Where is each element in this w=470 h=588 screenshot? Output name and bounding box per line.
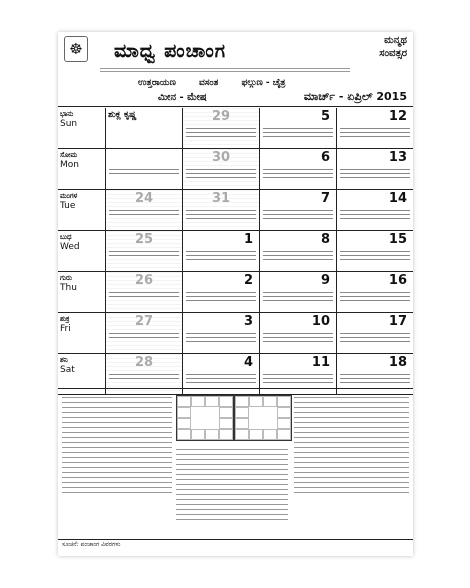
day-en: Sun — [60, 119, 78, 129]
date-number: 29 — [211, 109, 231, 124]
date-number: 30 — [211, 150, 231, 165]
date-number: 8 — [320, 232, 330, 247]
date-number: 25 — [134, 232, 154, 247]
week-row-mon — [58, 149, 413, 190]
graha-chart-1 — [176, 395, 234, 441]
notes-column-left — [62, 393, 172, 497]
date-number: 3 — [243, 314, 253, 329]
week-row-tue — [58, 190, 413, 231]
date-number: 6 — [320, 150, 330, 165]
header-fine-print — [100, 66, 350, 74]
brand — [345, 34, 407, 60]
date-number: 11 — [311, 355, 330, 370]
day-kn: ಬುಧ — [60, 233, 72, 241]
day-label — [58, 272, 106, 312]
date-cell — [183, 149, 260, 189]
date-number: 13 — [388, 150, 407, 165]
day-kn: ಶುಕ್ರ — [60, 315, 70, 323]
day-label — [58, 231, 106, 271]
date-cell — [260, 231, 337, 271]
ayana-label: ಉತ್ತರಾಯಣ — [138, 78, 176, 88]
date-number: 31 — [211, 191, 231, 206]
footer-note: ಸೂಚನೆ: ಪಂಚಾಂಗ ವಿವರಗಳು — [58, 539, 413, 549]
day-en: Mon — [60, 160, 79, 170]
day-en: Fri — [60, 324, 71, 334]
brand-top: ಮನ್ಮಥ — [384, 35, 407, 46]
week-row-wed — [58, 231, 413, 272]
date-cell — [337, 190, 413, 230]
date-number: 10 — [311, 314, 330, 329]
day-kn: ಗುರು — [60, 274, 72, 282]
day-kn: ಭಾನು — [60, 110, 74, 118]
day-en: Thu — [60, 283, 77, 293]
day-kn: ಮಂಗಳ — [60, 192, 78, 200]
date-cell — [183, 190, 260, 230]
day-label — [58, 149, 106, 189]
date-cell — [337, 272, 413, 312]
graha-chart-2 — [234, 395, 292, 441]
week-row-thu — [58, 272, 413, 313]
date-cell — [106, 149, 183, 189]
day-en: Sat — [60, 365, 75, 375]
day-en: Tue — [60, 201, 76, 211]
notes-column-mid — [176, 445, 288, 524]
day-note: ಶುಕ್ಲ ಕೃಷ್ಣ — [108, 110, 137, 120]
date-cell — [260, 190, 337, 230]
day-label — [58, 190, 106, 230]
calendar-header — [58, 32, 413, 107]
notes-section — [58, 388, 413, 549]
date-cell — [106, 190, 183, 230]
date-number: 26 — [134, 273, 154, 288]
calendar-sheet — [58, 32, 413, 556]
header-row — [138, 78, 305, 88]
date-cell — [337, 231, 413, 271]
deity-logo-icon: ☸ — [64, 36, 88, 62]
date-number: 16 — [388, 273, 407, 288]
date-cell — [260, 313, 337, 353]
date-number: 15 — [388, 232, 407, 247]
date-number: 2 — [243, 273, 253, 288]
day-label — [58, 313, 106, 353]
date-cell — [106, 108, 183, 148]
date-cell — [106, 272, 183, 312]
date-cell — [183, 231, 260, 271]
date-cell — [337, 313, 413, 353]
date-number: 12 — [388, 109, 407, 124]
date-number: 5 — [320, 109, 330, 124]
day-kn: ಸೋಮ — [60, 151, 78, 159]
notes-column-right — [294, 393, 409, 497]
day-label — [58, 108, 106, 148]
date-cell — [106, 313, 183, 353]
ritu-label: ವಸಂತ — [198, 78, 219, 88]
date-number: 28 — [134, 355, 154, 370]
date-cell — [337, 108, 413, 148]
week-row-sun — [58, 108, 413, 149]
date-number: 18 — [388, 355, 407, 370]
date-cell — [337, 149, 413, 189]
date-number: 9 — [320, 273, 330, 288]
date-number: 1 — [243, 232, 253, 247]
calendar-grid — [58, 108, 413, 388]
date-cell — [183, 272, 260, 312]
rashi-label: ಮೀನ - ಮೇಷ — [158, 92, 207, 103]
brand-bottom: ಸಂವತ್ಸರ — [379, 48, 407, 59]
date-cell — [183, 108, 260, 148]
date-cell — [260, 149, 337, 189]
date-cell — [183, 313, 260, 353]
page-title: ಮಾಧ್ವ ಪಂಚಾಂಗ — [114, 40, 227, 62]
day-en: Wed — [60, 242, 80, 252]
date-number: 27 — [134, 314, 154, 329]
date-number: 24 — [134, 191, 154, 206]
date-number: 17 — [388, 314, 407, 329]
date-cell — [260, 108, 337, 148]
month-label: ಮಾರ್ಚ್ - ಏಪ್ರಿಲ್ 2015 — [303, 90, 407, 103]
date-number: 7 — [320, 191, 330, 206]
masa-label: ಫಲ್ಗುಣ - ಚೈತ್ರ — [241, 78, 286, 88]
date-cell — [260, 272, 337, 312]
week-row-fri — [58, 313, 413, 354]
date-number: 4 — [243, 355, 253, 370]
date-number: 14 — [388, 191, 407, 206]
day-kn: ಶನಿ — [60, 356, 68, 364]
date-cell — [106, 231, 183, 271]
